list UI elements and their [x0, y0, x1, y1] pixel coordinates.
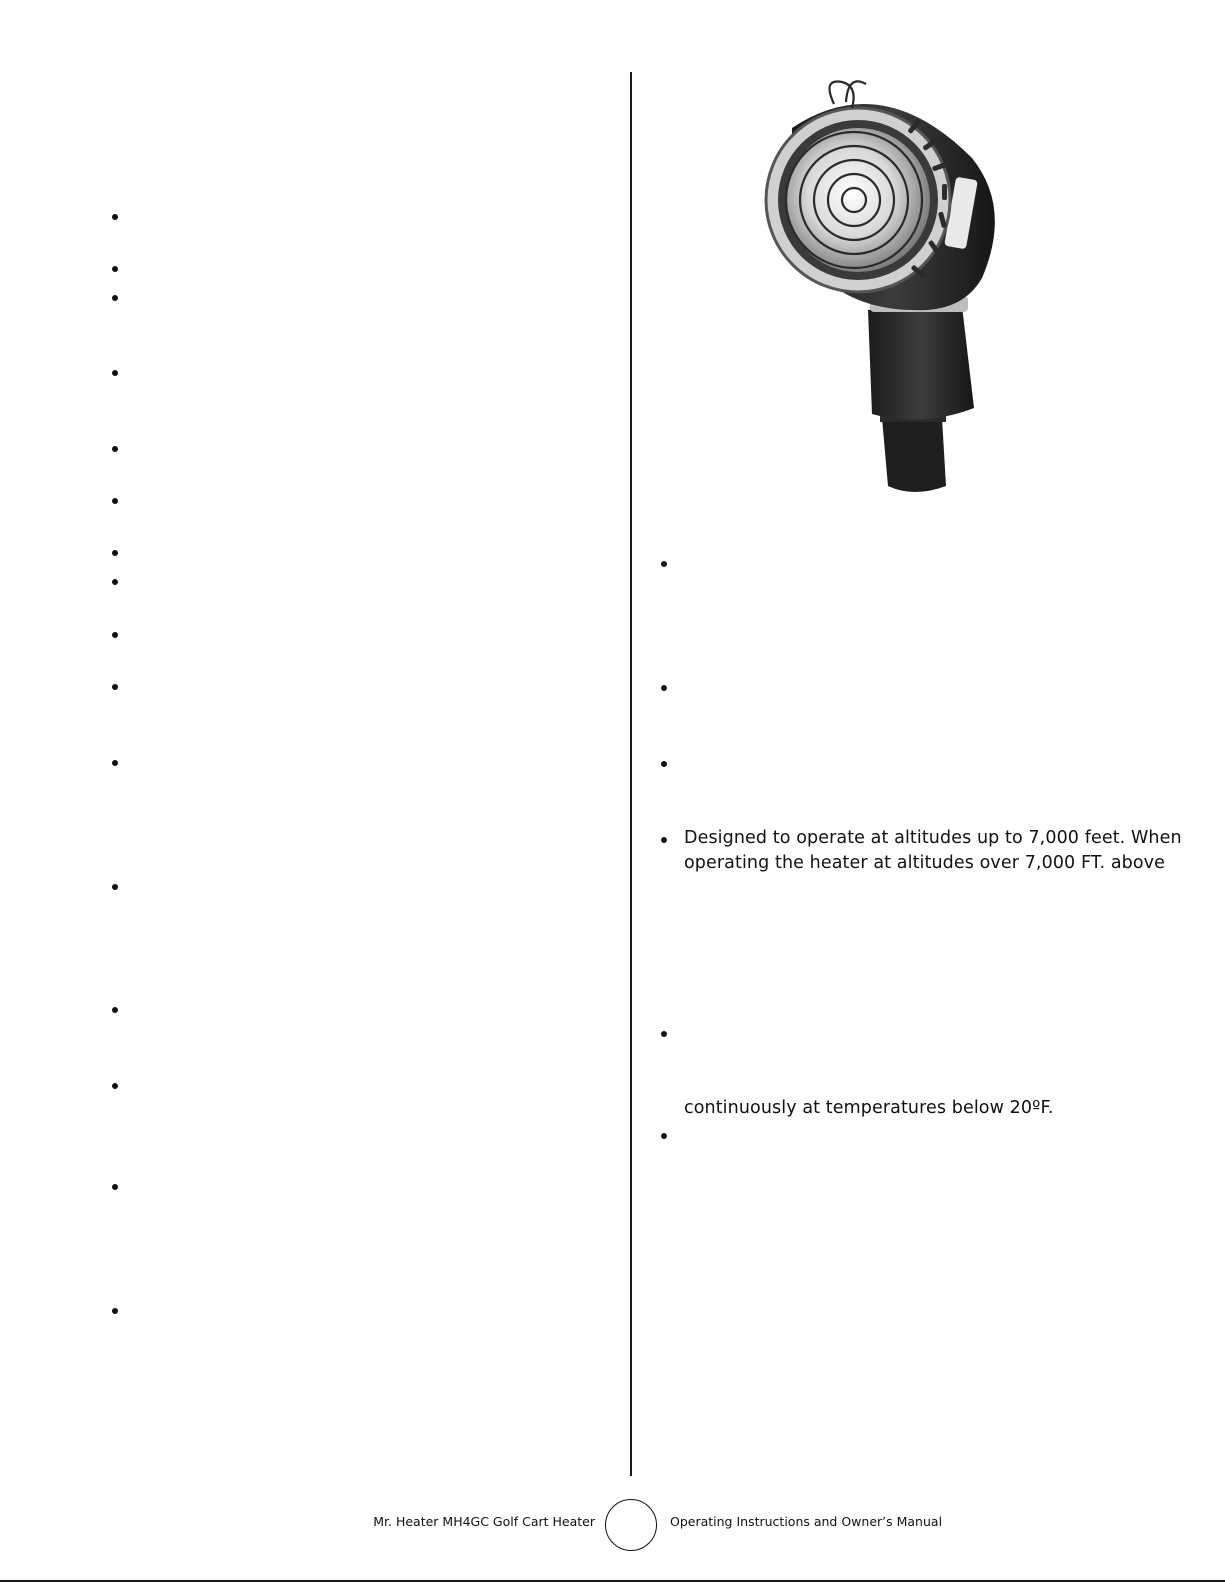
right-bullet	[661, 685, 667, 691]
left-bullet	[112, 266, 118, 272]
bottom-rule	[0, 1580, 1225, 1582]
footer-product-name: Mr. Heater MH4GC Golf Cart Heater	[373, 1514, 595, 1529]
left-bullet	[112, 760, 118, 766]
right-bullet	[661, 1031, 667, 1037]
temperature-text-line: continuously at temperatures below 20ºF.	[684, 1098, 1054, 1118]
left-bullet	[112, 295, 118, 301]
left-bullet	[112, 446, 118, 452]
left-bullet	[112, 884, 118, 890]
left-bullet	[112, 498, 118, 504]
left-bullet	[112, 550, 118, 556]
right-bullet	[661, 1133, 667, 1139]
left-bullet	[112, 1083, 118, 1089]
altitude-text-line-1: Designed to operate at altitudes up to 7,000 feet. When	[684, 828, 1182, 848]
left-bullet	[112, 214, 118, 220]
altitude-text-line-2: operating the heater at altitudes over 7,000 FT. above	[684, 853, 1166, 873]
left-bullet	[112, 1184, 118, 1190]
footer-manual-title: Operating Instructions and Owner’s Manual	[670, 1514, 943, 1529]
page-number-circle	[605, 1499, 657, 1551]
heater-product-image	[762, 78, 1022, 504]
left-bullet	[112, 579, 118, 585]
right-bullet	[661, 837, 667, 843]
left-bullet	[112, 1007, 118, 1013]
left-bullet	[112, 684, 118, 690]
right-bullet	[661, 561, 667, 567]
right-bullet	[661, 761, 667, 767]
column-divider	[630, 72, 632, 1476]
left-bullet	[112, 1308, 118, 1314]
left-bullet	[112, 632, 118, 638]
left-bullet	[112, 370, 118, 376]
